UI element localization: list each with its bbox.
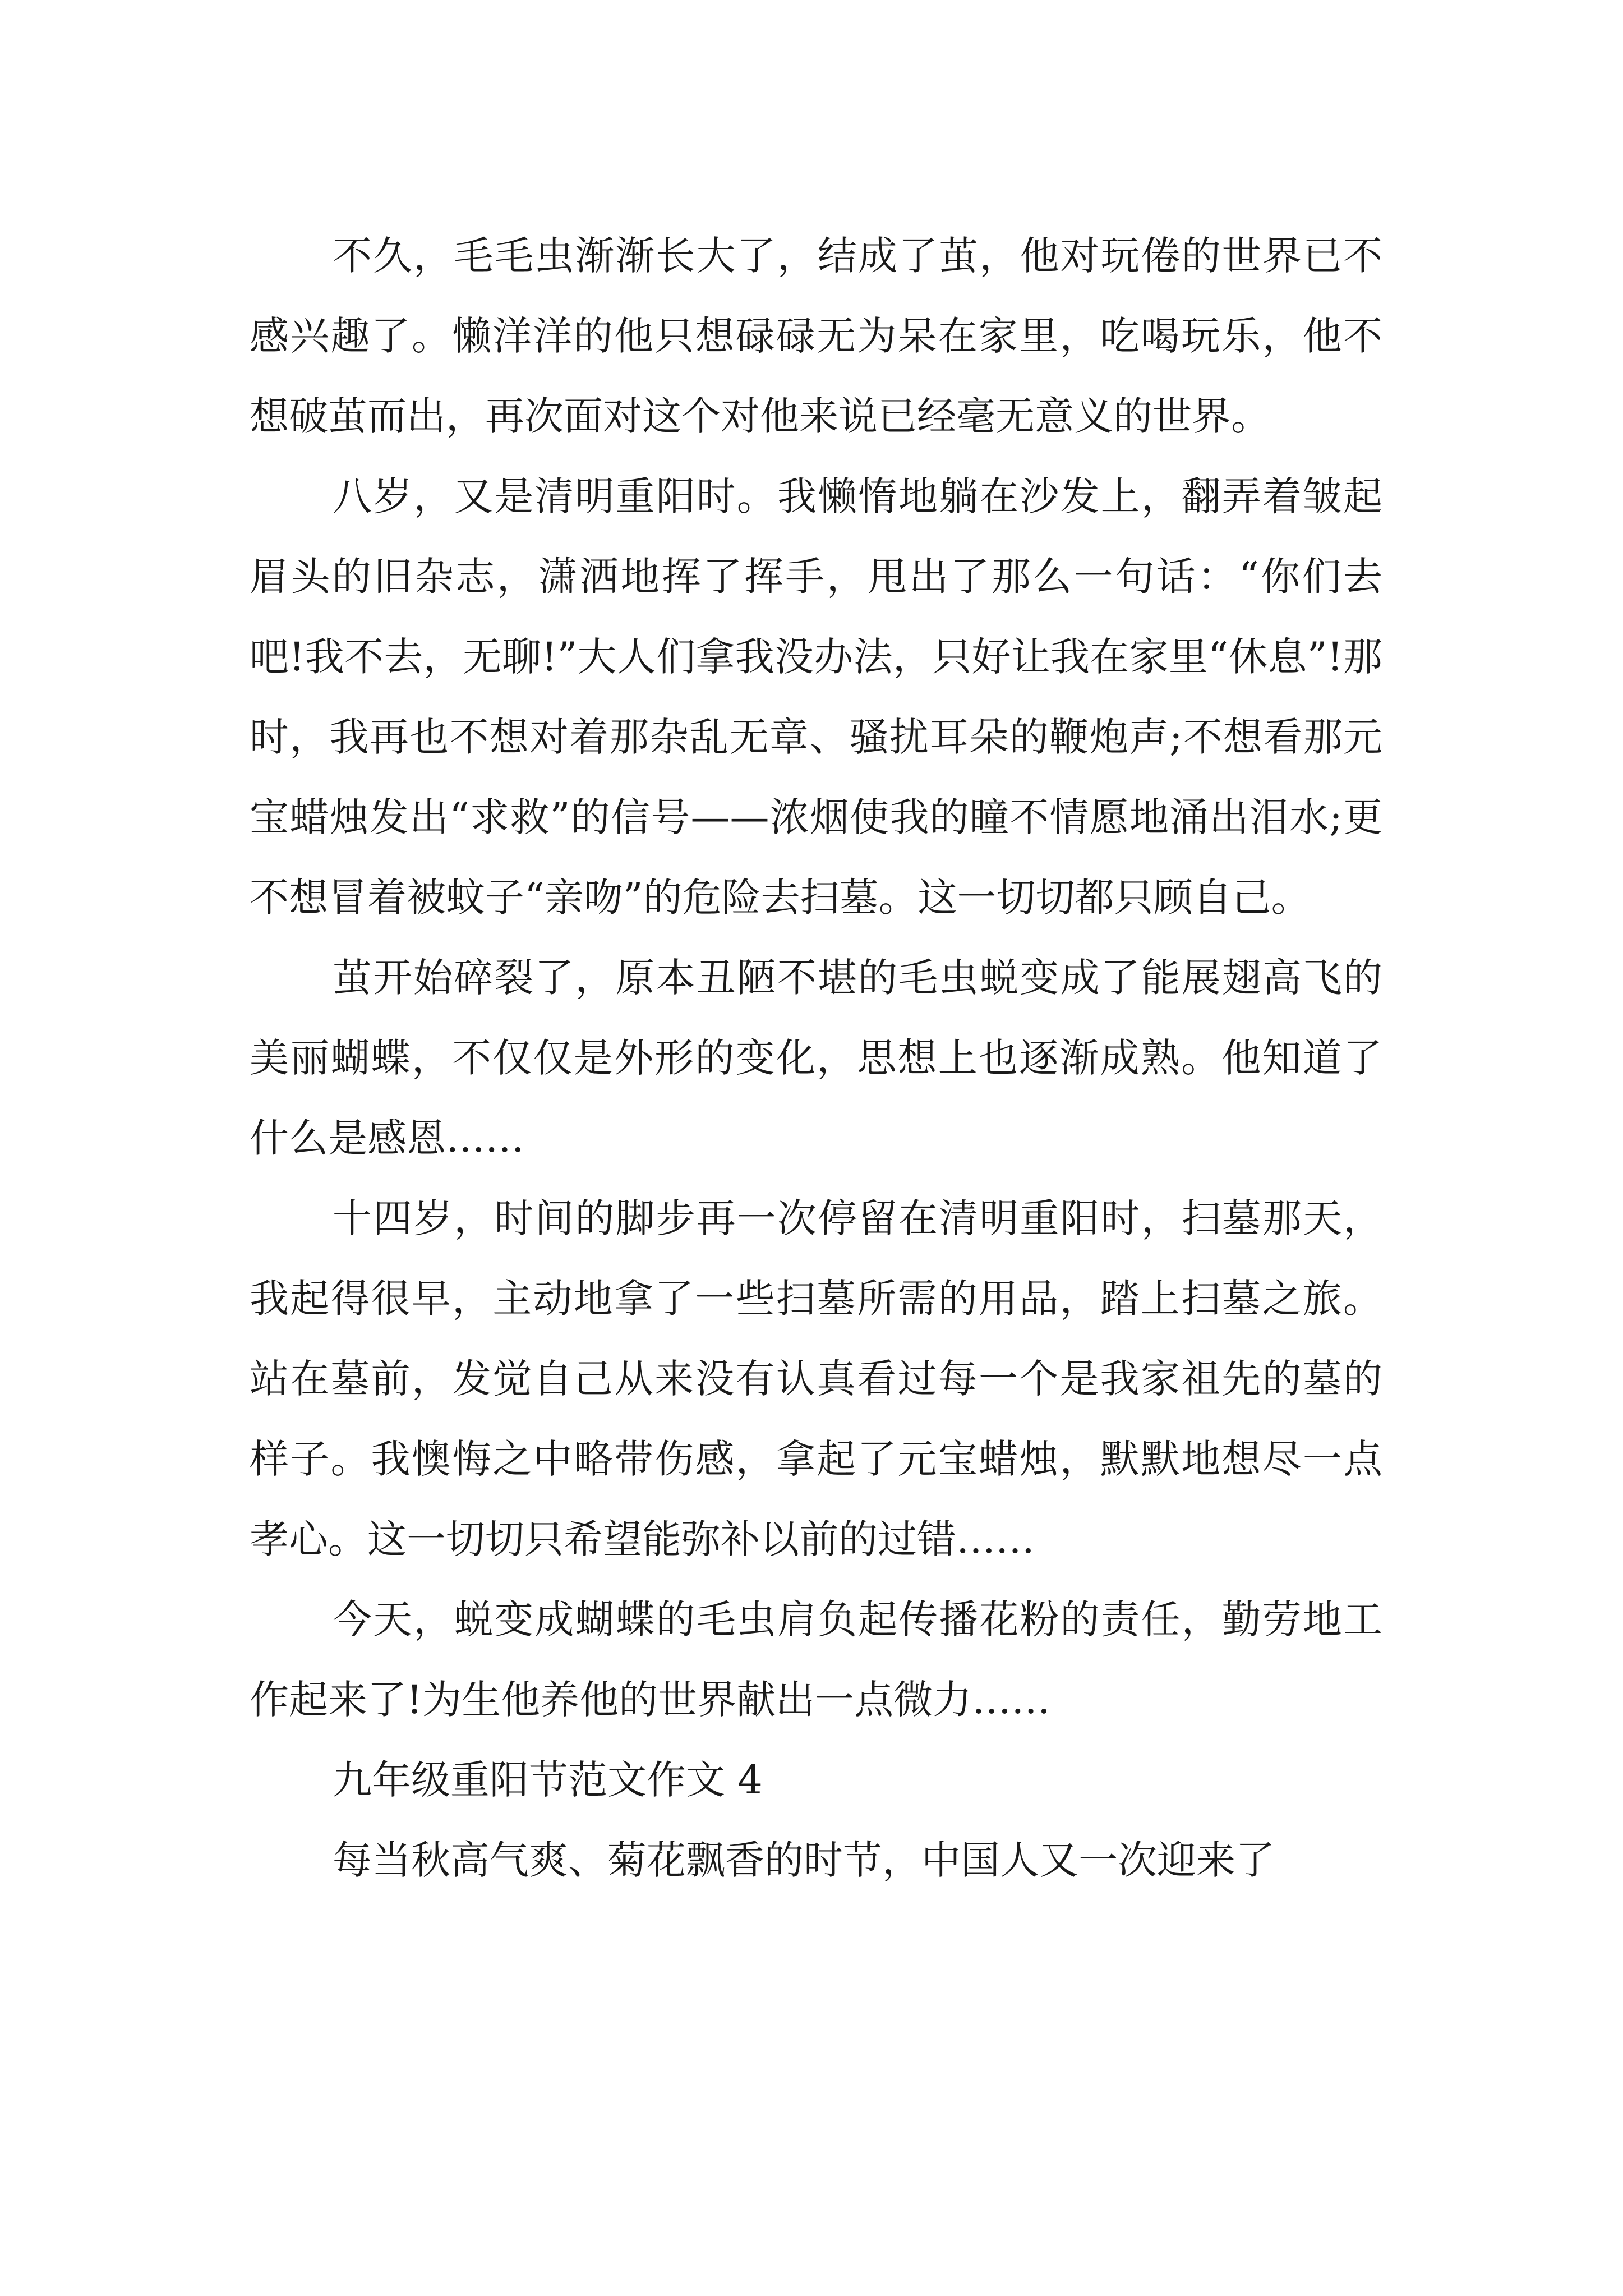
paragraph-1: 不久，毛毛虫渐渐长大了，结成了茧，他对玩倦的世界已不感兴趣了。懒洋洋的他只想碌碌无为呆在家里，吃喝玩乐，他不想破茧而出，再次面对这个对他来说已经毫无意义的世界。 [250,233,1382,439]
paragraph-5: 今天，蜕变成蝴蝶的毛虫肩负起传播花粉的责任，勤劳地工作起来了!为生他养他的世界献出一点微力…… [250,1596,1382,1723]
section-heading: 九年级重阳节范文作文 4 [333,1757,763,1803]
paragraph-3: 茧开始碎裂了，原本丑陋不堪的毛虫蜕变成了能展翅高飞的美丽蝴蝶，不仅仅是外形的变化，思想上也逐渐成熟。他知道了什么是感恩…… [250,955,1382,1161]
document-body [250,216,1382,1901]
paragraph-6: 每当秋高气爽、菊花飘香的时节，中国人又一次迎来了 [333,1837,1275,1883]
paragraph-4: 十四岁，时间的脚步再一次停留在清明重阳时，扫墓那天，我起得很早，主动地拿了一些扫墓所需的用品，踏上扫墓之旅。站在墓前，发觉自己从来没有认真看过每一个是我家祖先的墓的样子。我懊悔之中略带伤感，拿起了元宝蜡烛，默默地想尽一点孝心。这一切切只希望能弥补以前的过错…… [250,1195,1382,1562]
paragraph-2: 八岁，又是清明重阳时。我懒惰地躺在沙发上，翻弄着皱起眉头的旧杂志，潇洒地挥了挥手，甩出了那么一句话：“你们去吧!我不去，无聊!”大人们拿我没办法，只好让我在家里“休息”!那时，我再也不想对着那杂乱无章、骚扰耳朵的鞭炮声;不想看那元宝蜡烛发出“求救”的信号——浓烟使我的瞳不情愿地涌出泪水;更不想冒着被蚊子“亲吻”的危险去扫墓。这一切切都只顾自己。 [250,473,1382,921]
